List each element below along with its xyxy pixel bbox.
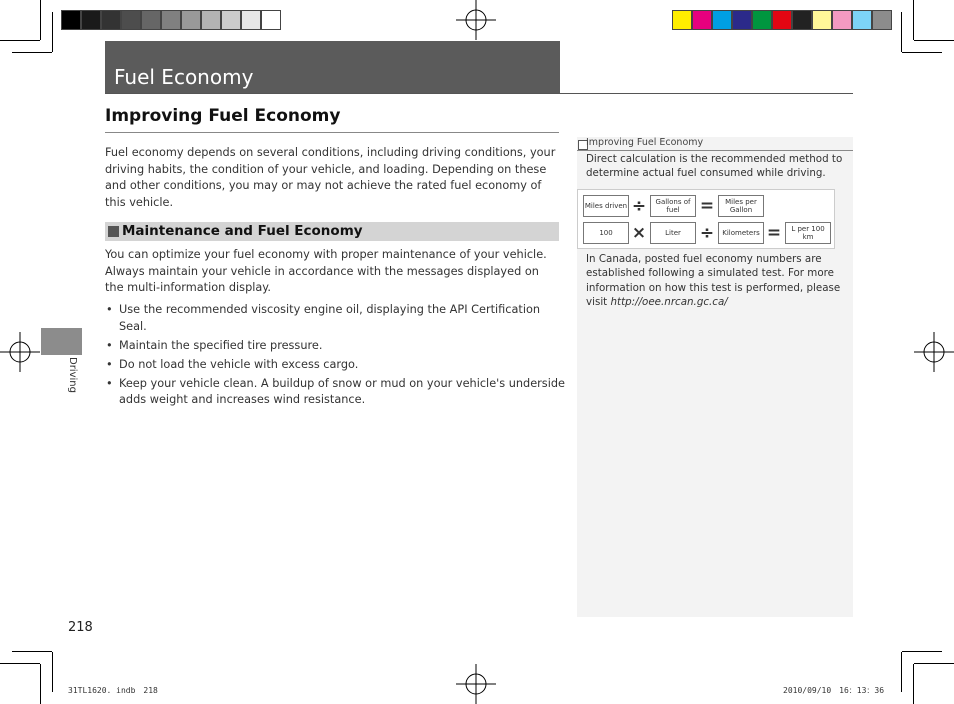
color-swatch — [872, 10, 892, 30]
formula-kilometers: Kilometers — [718, 222, 764, 244]
grayscale-color-bar — [61, 10, 281, 30]
color-swatch — [221, 10, 241, 30]
chapter-title: Fuel Economy — [114, 65, 254, 89]
bullet-icon: • — [106, 338, 113, 352]
oee-link[interactable]: http://oee.nrcan.gc.ca/ — [610, 296, 728, 309]
registration-mark-left — [0, 332, 40, 372]
color-swatch — [672, 10, 692, 30]
formula-gallons-of-fuel: Gallons of fuel — [650, 195, 696, 217]
color-swatch — [732, 10, 752, 30]
color-swatch — [812, 10, 832, 30]
chapter-side-tab — [41, 328, 82, 355]
formula-100: 100 — [583, 222, 629, 244]
bullet-icon: • — [106, 303, 113, 316]
registration-mark-right — [914, 332, 954, 372]
title-rule — [105, 93, 853, 94]
color-swatch — [161, 10, 181, 30]
note-heading: Improving Fuel Economy — [586, 137, 704, 148]
color-swatch — [81, 10, 101, 30]
color-swatch — [201, 10, 221, 30]
list-item: • Use the recommended viscosity engine oil, displaying the API Certification Seal. — [106, 303, 541, 333]
color-swatch — [121, 10, 141, 30]
divide-icon: ÷ — [699, 223, 715, 243]
color-swatch — [261, 10, 281, 30]
color-swatch — [832, 10, 852, 30]
list-item: • Do not load the vehicle with excess cargo. — [105, 357, 565, 374]
color-swatch — [241, 10, 261, 30]
color-swatch — [141, 10, 161, 30]
note-panel — [577, 137, 853, 617]
color-swatch — [772, 10, 792, 30]
maintenance-paragraph: You can optimize your fuel economy with proper maintenance of your vehicle. Always maintain your vehicle in accordance with the messages displayed on the multi-information display. — [105, 248, 547, 294]
color-swatch — [181, 10, 201, 30]
formula-l-per-100-km: L per 100 km — [785, 222, 831, 244]
slug-timestamp: 2010/09/10 16：13：36 — [783, 686, 885, 695]
registration-mark-bottom — [456, 664, 496, 704]
formula-miles-per-gallon: Miles per Gallon — [718, 195, 764, 217]
bullet-icon: • — [106, 357, 113, 371]
note-text-direct-calculation: Direct calculation is the recommended method to determine actual fuel consumed while driving. — [586, 153, 843, 180]
maintenance-tips-list — [105, 302, 565, 411]
color-swatch — [101, 10, 121, 30]
formula-liter: Liter — [650, 222, 696, 244]
equals-icon: = — [766, 223, 782, 243]
list-item: • Keep your vehicle clean. A buildup of snow or mud on your vehicle's underside adds weight and increases wind resistance. — [106, 376, 565, 406]
list-item: • Maintain the specified tire pressure. — [105, 338, 565, 355]
color-swatch — [852, 10, 872, 30]
divide-icon: ÷ — [631, 196, 647, 216]
equals-icon: = — [699, 196, 715, 216]
slug-file-info: 31TL1620. indb 218 — [68, 686, 158, 695]
bullet-icon: • — [106, 376, 113, 390]
process-color-bar — [672, 10, 892, 30]
note-text-canada: In Canada, posted fuel economy numbers are established following a simulated test. For more information on how this test is performed, please visit http://oee.nrcan.gc.ca/ — [586, 253, 841, 309]
chapter-side-label: Driving — [67, 357, 78, 393]
section-heading-rule — [105, 132, 559, 133]
chapter-title-band — [105, 41, 560, 93]
multiply-icon: × — [631, 223, 647, 243]
square-bullet-icon — [108, 226, 119, 237]
color-swatch — [61, 10, 81, 30]
registration-mark-top — [456, 0, 496, 40]
intro-paragraph: Fuel economy depends on several conditions, including driving conditions, your driving habits, the condition of your vehicle, and loading. Depending on these and other conditions, you may or may not achieve the rated fuel economy of this vehicle. — [105, 146, 556, 209]
subsection-heading-band — [105, 222, 559, 241]
fuel-formula-diagram — [577, 189, 835, 249]
formula-miles-driven: Miles driven — [583, 195, 629, 217]
color-swatch — [752, 10, 772, 30]
subsection-heading: Maintenance and Fuel Economy — [122, 223, 363, 239]
page-number: 218 — [68, 620, 93, 635]
color-swatch — [692, 10, 712, 30]
section-heading: Improving Fuel Economy — [105, 106, 341, 126]
color-swatch — [712, 10, 732, 30]
color-swatch — [792, 10, 812, 30]
note-heading-rule — [577, 150, 853, 151]
